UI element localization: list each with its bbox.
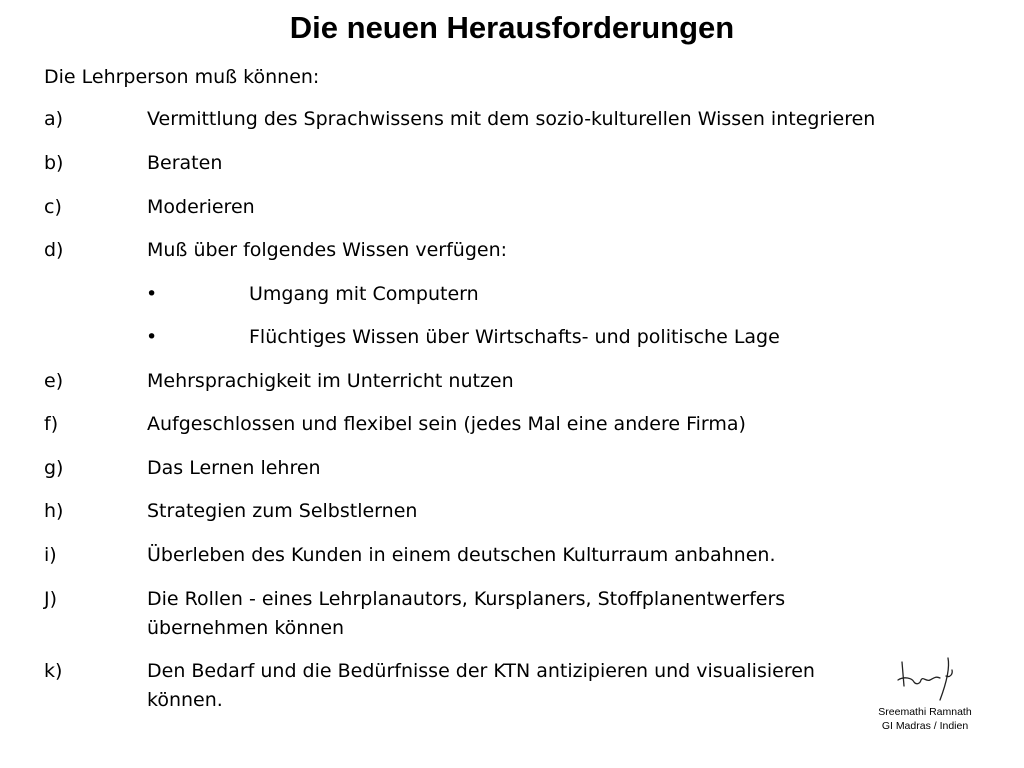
author-affiliation: GI Madras / Indien bbox=[881, 720, 969, 732]
author-credit bbox=[850, 705, 1000, 733]
list-marker: g) bbox=[44, 457, 64, 479]
list-item-text: Aufgeschlossen und flexibel sein (jedes Mal eine andere Firma) bbox=[147, 413, 746, 435]
intro-text: Die Lehrperson muß können: bbox=[44, 66, 320, 88]
list-marker: f) bbox=[44, 413, 59, 435]
author-name: Sreemathi Ramnath bbox=[878, 706, 972, 718]
list-marker: b) bbox=[44, 152, 64, 174]
list-marker: i) bbox=[44, 544, 57, 566]
bullet-icon: • bbox=[146, 283, 158, 305]
list-item-text: Überleben des Kunden in einem deutschen Kulturraum anbahnen. bbox=[147, 544, 776, 566]
list-item-text: Beraten bbox=[147, 152, 223, 174]
list-marker: k) bbox=[44, 660, 63, 682]
list-item-text: Die Rollen - eines Lehrplanautors, Kursplaners, Stoffplanentwerfers übernehmen können bbox=[147, 588, 786, 639]
slide-title: Die neuen Herausforderungen bbox=[289, 10, 735, 45]
list-item-text: Den Bedarf und die Bedürfnisse der KTN antizipieren und visualisieren können. bbox=[147, 660, 815, 711]
sub-list-item-text: Flüchtiges Wissen über Wirtschafts- und politische Lage bbox=[249, 326, 780, 348]
signature-image bbox=[890, 656, 970, 706]
list-item-text: Vermittlung des Sprachwissens mit dem sozio-kulturellen Wissen integrieren bbox=[147, 108, 876, 130]
list-marker: h) bbox=[44, 500, 64, 522]
bullet-icon: • bbox=[146, 326, 158, 348]
sub-list-item-text: Umgang mit Computern bbox=[249, 283, 479, 305]
list-item-text: Das Lernen lehren bbox=[147, 457, 321, 479]
list-item-text: Mehrsprachigkeit im Unterricht nutzen bbox=[147, 370, 514, 392]
list-marker: c) bbox=[44, 196, 62, 218]
list-item-text: Strategien zum Selbstlernen bbox=[147, 500, 418, 522]
list-marker: e) bbox=[44, 370, 64, 392]
list-marker: J) bbox=[44, 588, 58, 610]
list-marker: d) bbox=[44, 239, 64, 261]
list-item-text: Moderieren bbox=[147, 196, 255, 218]
list-marker: a) bbox=[44, 108, 64, 130]
list-item-text: Muß über folgendes Wissen verfügen: bbox=[147, 239, 508, 261]
